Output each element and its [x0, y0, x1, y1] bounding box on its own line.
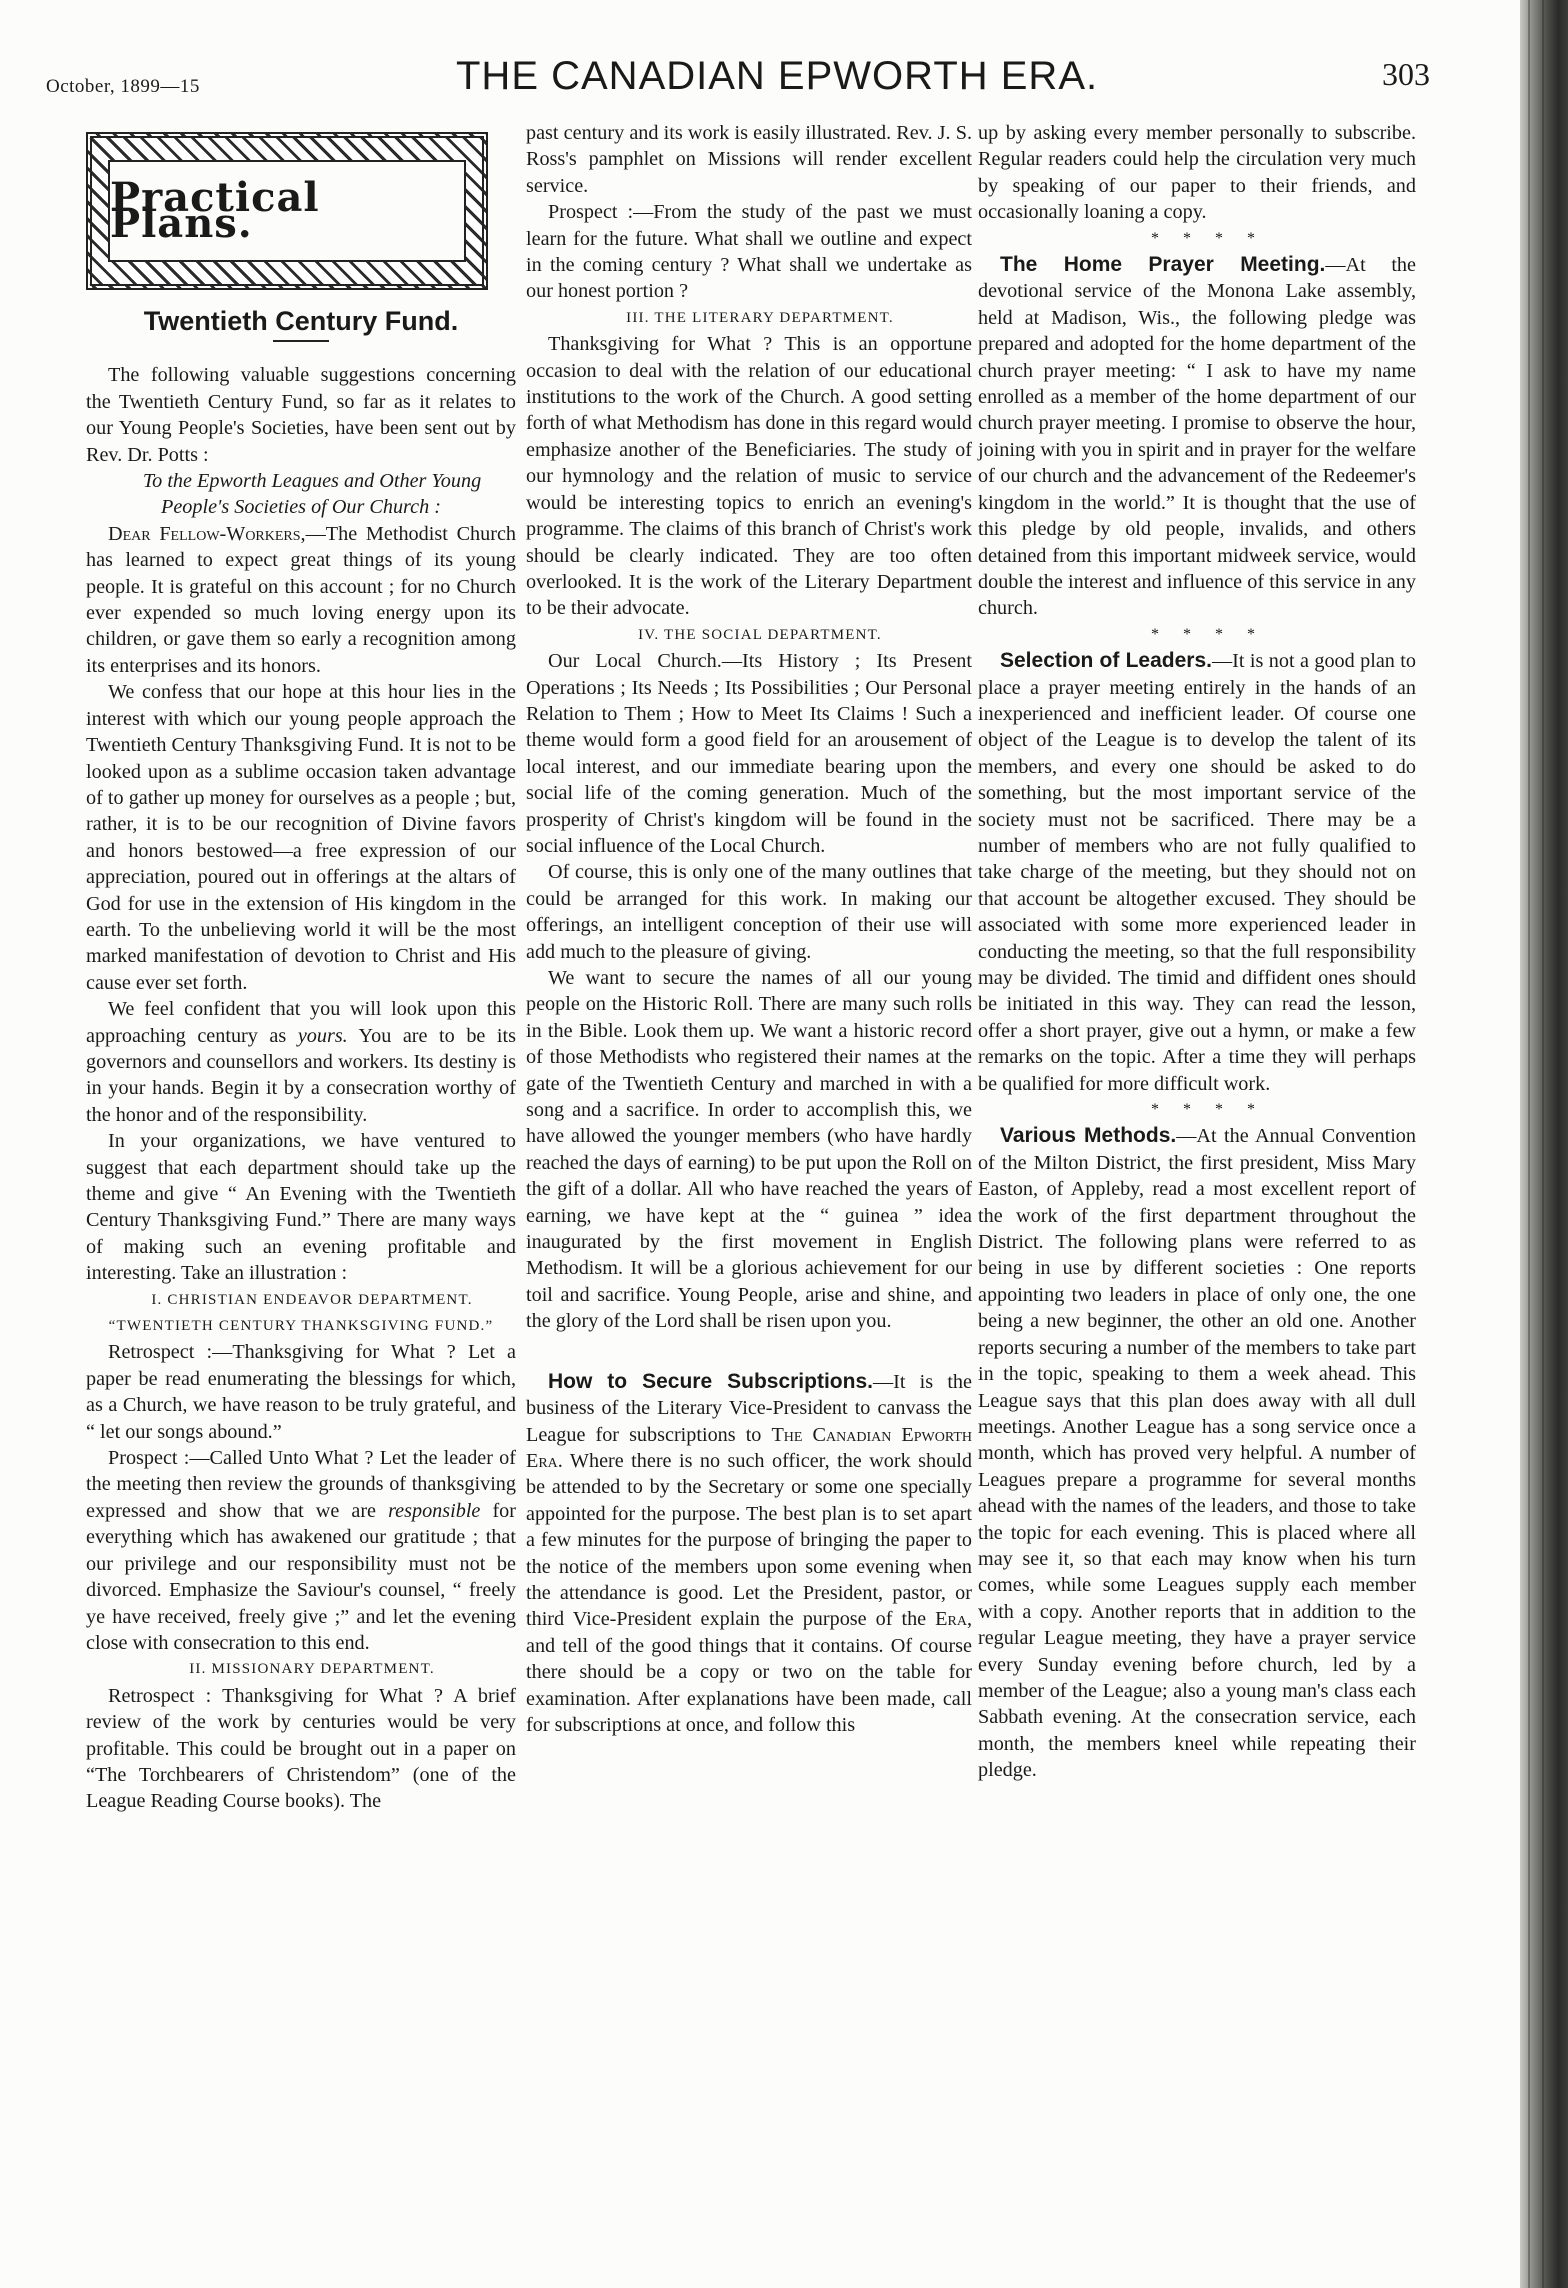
- paragraph-text: Prospect :—Called Unto What ? Let the leader of the meeting then review the grounds of thanksgiving expressed and show that we are: [86, 1447, 516, 1522]
- department-heading: III. THE LITERARY DEPARTMENT.: [626, 309, 894, 326]
- banner-title: Practical Plans.: [110, 173, 320, 247]
- page-header: [40, 50, 1430, 110]
- retrospect-paragraph: Retrospect :—Thanksgiving for What ? Let a paper be read enumerating the blessings for which, as a Church, we have reason to be truly grateful, and “ let our songs abound.”: [86, 1341, 516, 1443]
- prospect-paragraph: [86, 1445, 516, 1656]
- paragraph: [86, 996, 516, 1128]
- salutation-paragraph: [86, 521, 516, 679]
- department-heading: II. MISSIONARY DEPARTMENT.: [189, 1661, 435, 1678]
- article-heading: Twentieth Century Fund.: [143, 306, 459, 336]
- address-line: To the Epworth Leagues and Other Young People's Societies of Our Church :: [142, 470, 482, 519]
- magazine-title: THE CANADIAN EPWORTH ERA.: [456, 54, 1099, 98]
- column-3: [978, 120, 1416, 1784]
- subsection-heading: The Home Prayer Meeting.: [1000, 253, 1326, 277]
- section-divider: * * * *: [1151, 1101, 1265, 1119]
- paragraph: Of course, this is only one of the many outlines that could be arranged for this work. In making our offerings, an intelligent conception of their use will add much to the pleasure of giving.: [526, 861, 972, 963]
- paragraph: Our Local Church.—Its History ; Its Present Operations ; Its Needs ; Its Possibilities ; Our Personal Relation to Them ; How to Meet Its Claims ! Such a theme would form a good field for an arousement of local interest, and our immediate bearing upon the social life of the coming generation. Much of the prosperity of Christ's kingdom will be found in the social influence of the Local Church.: [526, 650, 972, 857]
- emphasis: responsible: [388, 1499, 481, 1522]
- paragraph: We confess that our hope at this hour lies in the interest with which our young people approach the Twentieth Century Thanksgiving Fund. It is not to be looked upon as a sublime occasion taken advantage of to gather up money for ourselves as a people ; but, rather, it is to be our recognition of Divine favors and honors bestowed—a free expression of our appreciation, poured out in offerings at the altars of God for use in the extension of His kingdom in the earth. To the unbelieving world it will be the most marked manifestation of devotion to Christ and His cause ever set forth.: [86, 681, 516, 994]
- spine-edge: [1542, 0, 1544, 2288]
- paragraph-text: —At the Annual Convention of the Milton District, the first president, Miss Mary Easton, of Appleby, read a most excellent report of the work of the first department throughout the District. The following plans were referred to as being in use by different societies : One reports appointing two leaders in place of only one, the one being a new beginner, the other an old one. Another reports securing a number of the members to take part in the topic, speaking to them a week ahead. This League says that this plan does away with all dull meetings. Another League has a song service once a month, which has proved very helpful. A number of Leagues prepare a programme for several months ahead with the names of the leaders, and those to take the topic for each evening. This is placed where all may see it, so that each may know when his turn comes, while some Leagues supply each member with a copy. Another reports that in addition to the regular League meeting, they have a prayer service every Sunday evening before church, led by a member of the League; also a young man's class each Sabbath evening. At the consecration service, each month, the members kneel while repeating their pledge.: [978, 1125, 1416, 1782]
- paragraph-text: —It is not a good plan to place a prayer meeting entirely in the hands of an inexperienced and inefficient leader. Of course one object of the League is to develop the talent of its members, and every one should be asked to do something, but the most important service of the society must not be sacrificed. There may be a number of members who are not fully qualified to take charge of the meeting, but they should not on that account be altogether excused. They should be associated with some more experienced leader in conducting the meeting, so that the full responsibility may be divided. The timid and diffident ones should be initiated in this way. They can read the lesson, offer a short prayer, give out a hymn, or make a few remarks on the topic. After a time they will perhaps be qualified for more difficult work.: [978, 650, 1417, 1095]
- home-prayer-paragraph: [978, 252, 1416, 622]
- prospect-paragraph: Prospect :—From the study of the past we must learn for the future. What shall we outline and expect in the coming century ? What shall we undertake as our honest portion ?: [526, 201, 972, 303]
- intro-paragraph: The following valuable suggestions concerning the Twentieth Century Fund, so far as it relates to our Young People's Societies, have been sent out by Rev. Dr. Potts :: [86, 364, 516, 466]
- paragraph-text: We feel confident that you will look upon this approaching century as: [86, 998, 516, 1047]
- section-divider: * * * *: [1151, 229, 1265, 247]
- paragraph-text: , and tell of the good things that it contains. Of course there should be a copy or two on the table for examination. After explanations have been made, call for subscriptions at once, and follow this: [526, 1608, 972, 1736]
- section-divider: * * * *: [1151, 625, 1265, 643]
- spine-edge: [1528, 0, 1530, 2288]
- subsection-heading: Various Methods.: [1000, 1124, 1177, 1148]
- paragraph-text: Where there is no such officer, the work should be attended to by the Secretary or some one specially appointed for the purpose. The best plan is to set apart a few minutes for the purpose of bringing the paper to the notice of the members upon some evening when the attendance is good. Let the President, pastor, or third Vice-President explain the purpose of the: [526, 1449, 972, 1631]
- issue-date: October, 1899—15: [46, 76, 200, 97]
- subscriptions-paragraph: [526, 1369, 972, 1739]
- paper-name: The Canadian Epworth Era.: [526, 1423, 972, 1472]
- section-gap: [526, 1335, 972, 1369]
- emphasis: yours.: [297, 1024, 348, 1047]
- paragraph-text: —It is the business of the Literary Vice-President to canvass the League for subscriptions to: [526, 1370, 972, 1446]
- salutation: Dear Fellow-Workers,: [108, 522, 306, 545]
- subsection-heading: How to Secure Subscriptions.: [548, 1369, 873, 1393]
- department-heading: IV. THE SOCIAL DEPARTMENT.: [638, 626, 882, 643]
- heading-rule: [273, 340, 329, 342]
- column-2: [526, 120, 972, 1738]
- continued-paragraph: past century and its work is easily illustrated. Rev. J. S. Ross's pamphlet on Missions will render excellent service.: [526, 122, 972, 197]
- department-heading: I. CHRISTIAN ENDEAVOR DEPARTMENT. “TWENTIETH CENTURY THANKSGIVING FUND.”: [108, 1291, 494, 1335]
- paragraph: Thanksgiving for What ? This is an opportune occasion to deal with the relation of our educational institutions to the work of the Church. A good setting forth of what Methodism has done in this regard would emphasize another of the Beneficiaries. The study of our hymnology and the relation of music to service would be interesting topics to enrich an evening's programme. The claims of this branch of Christ's work should be clearly indicated. They are too often overlooked. It is the work of the Literary Department to be their advocate.: [526, 333, 972, 620]
- column-1: [86, 120, 516, 1815]
- banner-panel: [108, 160, 466, 262]
- paragraph-text: You are to be its governors and counsellors and workers. Its destiny is in your hands. Begin it by a consecration worthy of the honor and of the responsibility.: [86, 1024, 517, 1126]
- paragraph-text: —The Methodist Church has learned to expect great things of its young people. It is grateful on this account ; for no Church ever expended so much loving energy upon its children, or gave them so early a recognition among its enterprises and its honors.: [86, 522, 516, 677]
- paper-name: Era: [935, 1608, 967, 1631]
- selection-paragraph: [978, 648, 1416, 1097]
- methods-paragraph: [978, 1123, 1416, 1783]
- section-banner: [86, 132, 488, 290]
- paragraph-text: for everything which has awakened our gratitude ; that our privilege and our responsibility must not be divorced. Emphasize the Saviour's counsel, “ freely ye have received, freely give ;” and let the evening close with consecration to this end.: [86, 1499, 516, 1654]
- page-number: 303: [1382, 56, 1430, 92]
- continued-paragraph: up by asking every member personally to subscribe. Regular readers could help the circulation very much by speaking of our paper to their friends, and occasionally loaning a copy.: [978, 122, 1416, 224]
- retrospect-paragraph: Retrospect : Thanksgiving for What ? A brief review of the work by centuries would be very profitable. This could be brought out in a paper on “The Torchbearers of Christendom” (one of the League Reading Course books). The: [86, 1684, 516, 1813]
- subsection-heading: Selection of Leaders.: [1000, 649, 1212, 673]
- paragraph-text: —At the devotional service of the Monona Lake assembly, held at Madison, Wis., the following pledge was prepared and adopted for the home department of the church prayer meeting: “ I ask to have my name enrolled as a member of the home department of our church prayer meeting. I promise to observe the hour, joining with you in spirit and in prayer for the welfare of our church and the advancement of the Redeemer's kingdom in the world.” It is thought that the use of this pledge by old people, invalids, and others detained from this important midweek service, would double the interest and influence of this service in any church.: [978, 254, 1416, 620]
- paragraph: We want to secure the names of all our young people on the Historic Roll. There are many such rolls in the Bible. Look them up. We want a historic record of those Methodists who registered their names at the gate of the Twentieth Century and marched in with a song and a sacrifice. In order to accomplish this, we have allowed the younger members (who have hardly reached the days of earning) to be put upon the Roll on the gift of a dollar. All who have reached the years of earning, we have kept at the “ guinea ” idea inaugurated by the first movement in English Methodism. It will be a glorious achievement for our toil and sacrifice. Young People, arise and shine, and the glory of the Lord shall be risen upon you.: [526, 967, 972, 1333]
- paragraph: In your organizations, we have ventured to suggest that each department should take up the theme and give “ An Evening with the Twentieth Century Thanksgiving Fund.” There are many ways of making such an evening profitable and interesting. Take an illustration :: [86, 1130, 516, 1285]
- book-spine: [1520, 0, 1568, 2288]
